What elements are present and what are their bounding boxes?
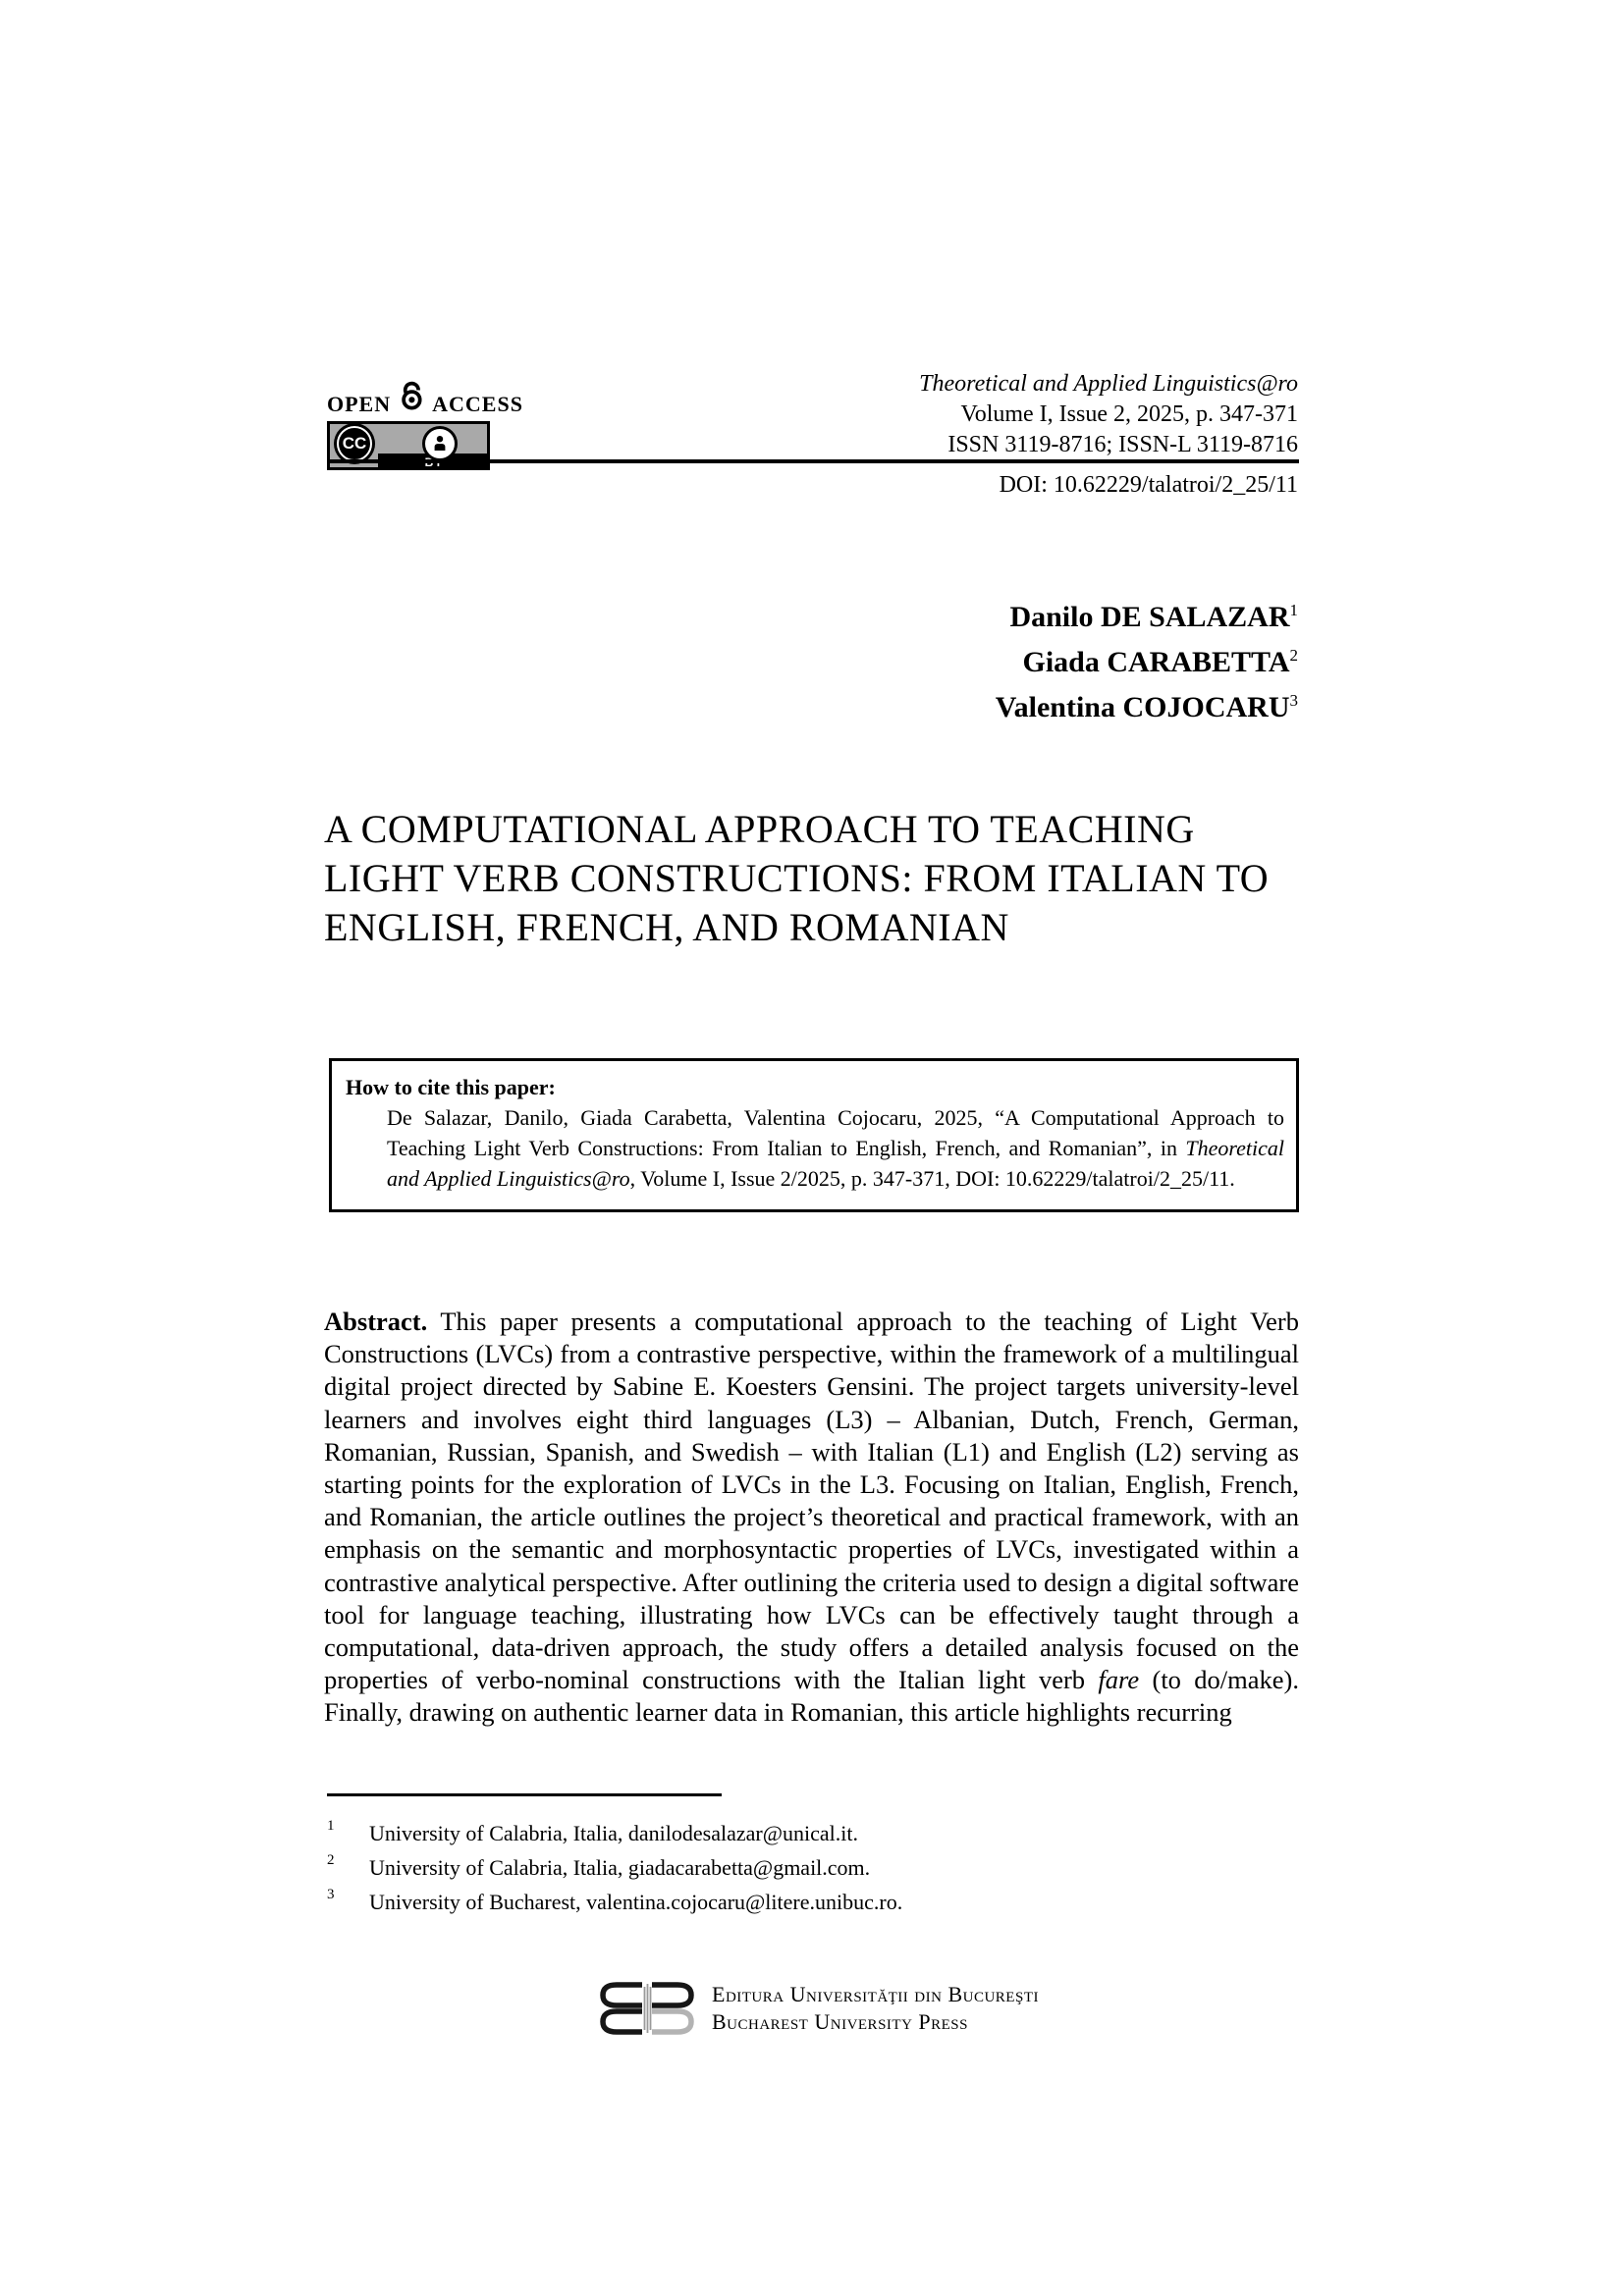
author-footnote-ref: 2 (1289, 646, 1298, 665)
footnote-item (327, 1850, 1299, 1885)
author-line (996, 591, 1298, 636)
publisher-footer (596, 1979, 1039, 2038)
publisher-name-en: Bucharest University Press (712, 2009, 968, 2034)
author-footnote-ref: 1 (1289, 601, 1298, 619)
citation-text-part2: , Volume I, Issue 2/2025, p. 347-371, DOI: 10.62229/talatroi/2_25/11. (629, 1166, 1235, 1191)
footnote-text: University of Calabria, Italia, giadacarabetta@gmail.com. (369, 1855, 871, 1880)
paper-title (324, 805, 1316, 952)
header-rule (327, 459, 1299, 463)
how-to-cite-box (329, 1058, 1299, 1212)
abstract-label: Abstract. (324, 1307, 428, 1336)
footnote-text: University of Calabria, Italia, danilodesalazar@unical.it. (369, 1821, 858, 1845)
citation-text-part1: De Salazar, Danilo, Giada Carabetta, Valentina Cojocaru, 2025, “A Computational Approach to Teaching Light Verb Constructions: From Italian to English, French, and Romanian”, in (387, 1105, 1284, 1160)
journal-issn-line: ISSN 3119-8716; ISSN-L 3119-8716 (947, 432, 1298, 457)
author-name: Giada CARABETTA (1022, 646, 1290, 678)
open-access-label-access: ACCESS (432, 392, 523, 416)
open-access-label (327, 379, 523, 415)
author-line (996, 681, 1298, 726)
author-name: Valentina COJOCARU (995, 691, 1290, 723)
author-list (996, 591, 1298, 726)
attribution-person-icon (422, 426, 458, 461)
open-access-block (327, 379, 523, 470)
cc-icon (337, 426, 372, 461)
citation-journal-name: Theoretical and Applied Linguistics@ro (387, 1136, 1284, 1191)
abstract-text-part1: This paper presents a computational approach to the teaching of Light Verb Constructions (LVCs) from a contrastive perspective, within the framework of a multilingual digital project directed by Sabine E. Koesters Gensini. The project targets university-level learners and involves eight third languages (L3) – Albanian, Dutch, French, German, Romanian, Russian, Spanish, and Swedish – with Italian (L1) and English (L2) serving as starting points for the exploration of LVCs in the L3. Focusing on Italian, English, French, and Romanian, the article outlines the project’s theoretical and practical framework, with an emphasis on the semantic and morphosyntactic properties of LVCs, investigated within a contrastive analytical perspective. After outlining the criteria used to design a digital software tool for language teaching, illustrating how LVCs can be effectively taught through a computational, data-driven approach, the study offers a detailed analysis focused on the properties of verbo-nominal constructions with the Italian light verb (324, 1307, 1299, 1695)
paper-title-line: ENGLISH, FRENCH, AND ROMANIAN (324, 905, 1009, 949)
paper-title-line: LIGHT VERB CONSTRUCTIONS: FROM ITALIAN TO (324, 856, 1270, 900)
bucharest-university-press-logo (596, 1979, 698, 2038)
citation-text (387, 1102, 1284, 1194)
journal-name: Theoretical and Applied Linguistics@ro (919, 371, 1298, 397)
publisher-name (712, 1981, 1039, 2036)
paper-title-line: A COMPUTATIONAL APPROACH TO TEACHING (324, 807, 1195, 851)
abstract-italic-term: fare (1098, 1665, 1140, 1695)
footnote-number: 3 (327, 1887, 335, 1902)
journal-info (919, 369, 1298, 460)
author-name: Danilo DE SALAZAR (1009, 601, 1290, 633)
footnote-item (327, 1816, 1299, 1850)
open-access-label-open: OPEN (327, 392, 392, 416)
footnote-item (327, 1885, 1299, 1919)
author-footnote-ref: 3 (1289, 691, 1298, 710)
footnote-number: 2 (327, 1852, 335, 1868)
footnote-text: University of Bucharest, valentina.cojocaru@litere.unibuc.ro. (369, 1890, 903, 1914)
author-line (996, 636, 1298, 681)
journal-volume-line: Volume I, Issue 2, 2025, p. 347-371 (960, 401, 1298, 427)
footnote-number: 1 (327, 1818, 335, 1834)
footnote-separator (327, 1793, 722, 1796)
open-lock-icon (397, 379, 426, 416)
cc-letters: CC (342, 434, 367, 453)
abstract-paragraph (324, 1306, 1299, 1730)
abstract-text-part2: (to do/make). Finally, drawing on authentic learner data in Romanian, this article highlights recurring (324, 1665, 1299, 1728)
footnotes-section (327, 1793, 1299, 1919)
cite-heading: How to cite this paper: (346, 1075, 556, 1099)
doi-line: DOI: 10.62229/talatroi/2_25/11 (999, 472, 1298, 498)
publisher-name-ro: Editura Universităţii din Bucureşti (712, 1982, 1039, 2006)
